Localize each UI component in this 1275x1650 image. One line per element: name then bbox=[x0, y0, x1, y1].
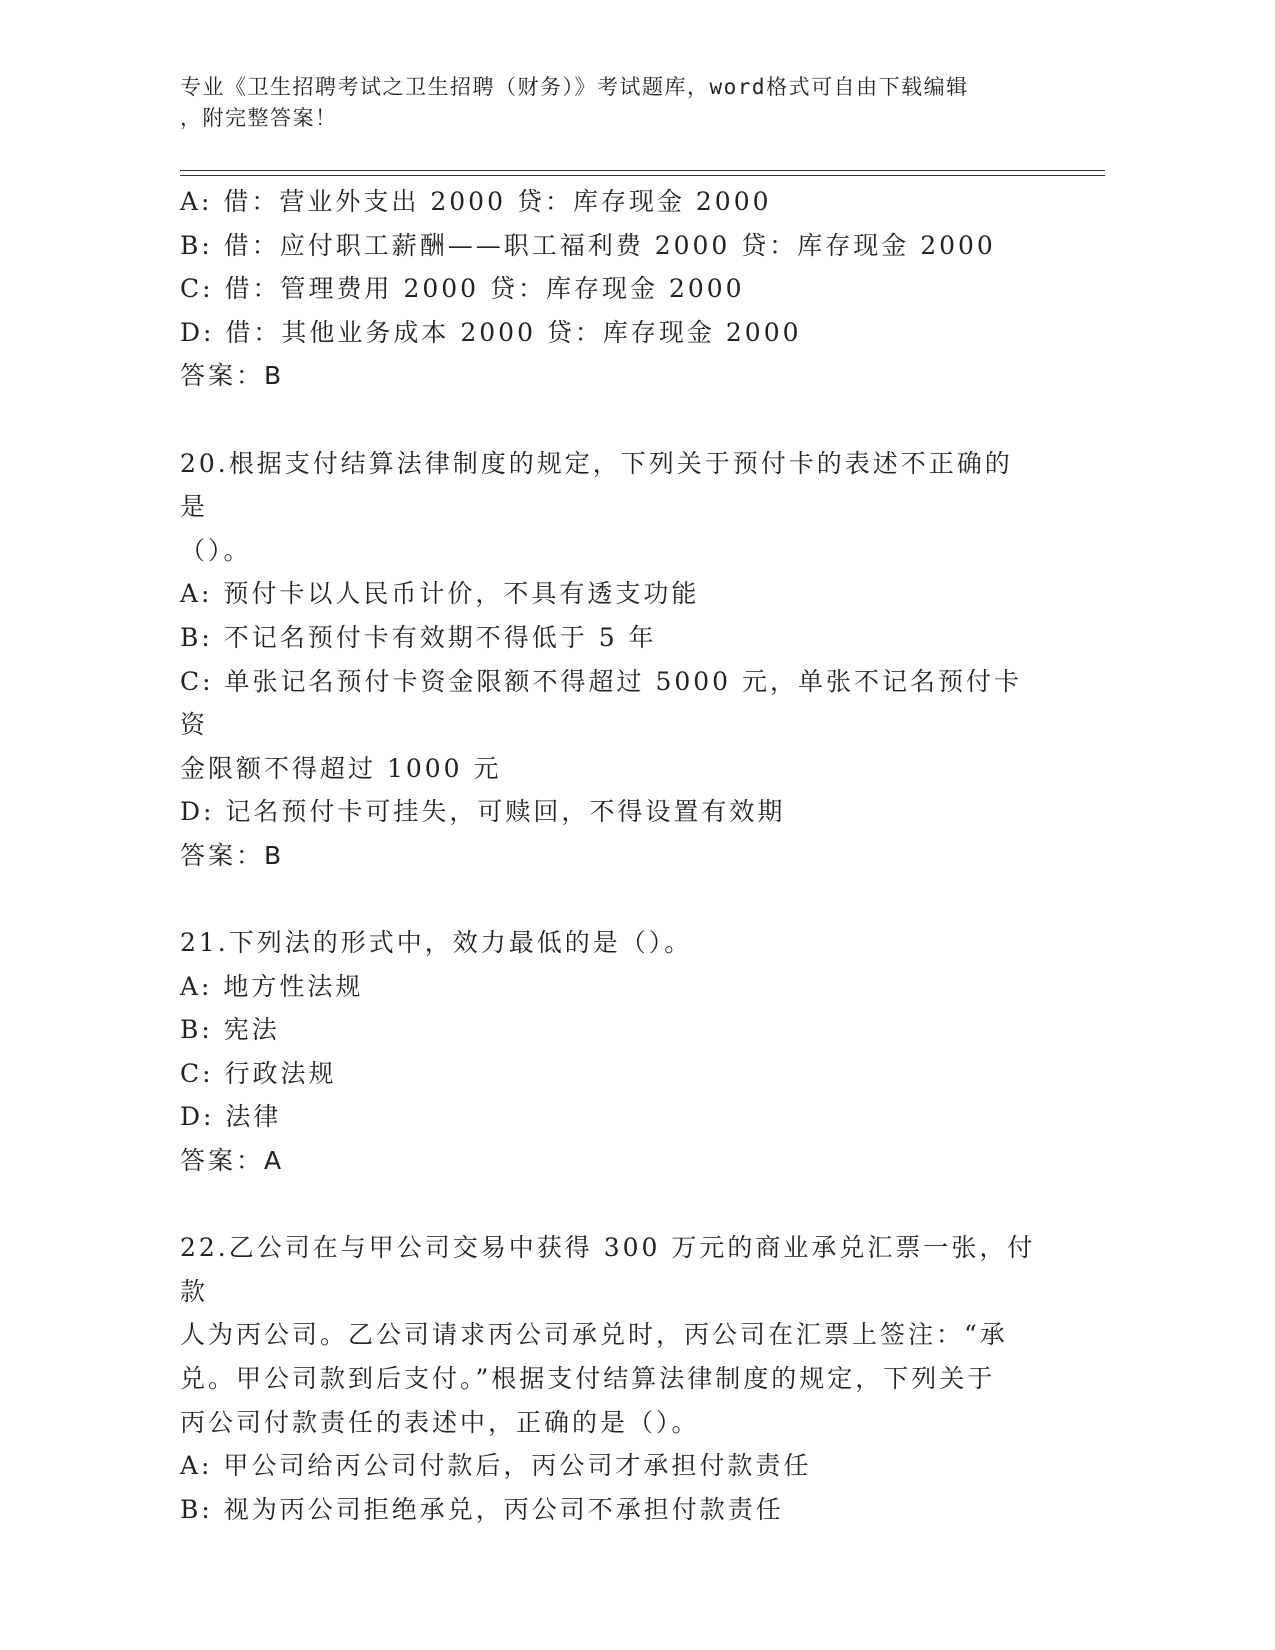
question-text: （）。 bbox=[180, 535, 252, 565]
question-text: 21.下列法的形式中，效力最低的是（）。 bbox=[180, 928, 693, 958]
header-line-2: ，附完整答案！ bbox=[180, 106, 338, 130]
spacer bbox=[180, 878, 1040, 922]
question-list bbox=[180, 180, 1040, 1531]
question-21 bbox=[180, 921, 1040, 1183]
option-c: C: 行政法规 bbox=[180, 1058, 337, 1088]
option-a: A: 借：营业外支出 2000 贷：库存现金 2000 bbox=[180, 187, 772, 216]
answer: 答案：B bbox=[180, 840, 285, 870]
option-c-continued: 金限额不得超过 1000 元 bbox=[180, 753, 502, 783]
document-header bbox=[180, 72, 1040, 134]
header-line-1: 专业《卫生招聘考试之卫生招聘（财务）》考试题库，word格式可自由下载编辑 bbox=[180, 75, 969, 99]
spacer bbox=[180, 398, 1040, 442]
answer: 答案：B bbox=[180, 361, 285, 391]
option-d: D: 记名预付卡可挂失，可赎回，不得设置有效期 bbox=[180, 797, 786, 827]
answer: 答案：A bbox=[180, 1146, 285, 1176]
question-text: 兑。甲公司款到后支付。”根据支付结算法律制度的规定，下列关于 bbox=[180, 1364, 996, 1394]
question-22 bbox=[180, 1226, 1040, 1531]
option-a: A: 地方性法规 bbox=[180, 971, 364, 1001]
question-text: 22.乙公司在与甲公司交易中获得 300 万元的商业承兑汇票一张，付款 bbox=[180, 1233, 1036, 1306]
option-d: D: 借：其他业务成本 2000 贷：库存现金 2000 bbox=[180, 317, 802, 347]
option-c: C: 单张记名预付卡资金限额不得超过 5000 元，单张不记名预付卡资 bbox=[180, 666, 1023, 740]
header-divider-top bbox=[180, 170, 1105, 171]
option-b: B: 不记名预付卡有效期不得低于 5 年 bbox=[180, 622, 657, 652]
option-d: D: 法律 bbox=[180, 1102, 282, 1132]
question-text: 20.根据支付结算法律制度的规定，下列关于预付卡的表述不正确的是 bbox=[180, 448, 1013, 522]
spacer bbox=[180, 1183, 1040, 1227]
question-20 bbox=[180, 442, 1040, 878]
option-b: B: 宪法 bbox=[180, 1015, 280, 1045]
option-b: B: 视为丙公司拒绝承兑，丙公司不承担付款责任 bbox=[180, 1494, 784, 1524]
question-19 bbox=[180, 180, 1040, 398]
question-text: 丙公司付款责任的表述中，正确的是（）。 bbox=[180, 1407, 700, 1437]
header-divider-bottom bbox=[180, 175, 1105, 176]
question-text: 人为丙公司。乙公司请求丙公司承兑时，丙公司在汇票上签注：“承 bbox=[180, 1320, 1008, 1350]
option-a: A: 甲公司给丙公司付款后，丙公司才承担付款责任 bbox=[180, 1451, 812, 1481]
option-b: B: 借：应付职工薪酬——职工福利费 2000 贷：库存现金 2000 bbox=[180, 230, 996, 260]
option-c: C: 借：管理费用 2000 贷：库存现金 2000 bbox=[180, 274, 745, 304]
option-a: A: 预付卡以人民币计价，不具有透支功能 bbox=[180, 579, 700, 609]
